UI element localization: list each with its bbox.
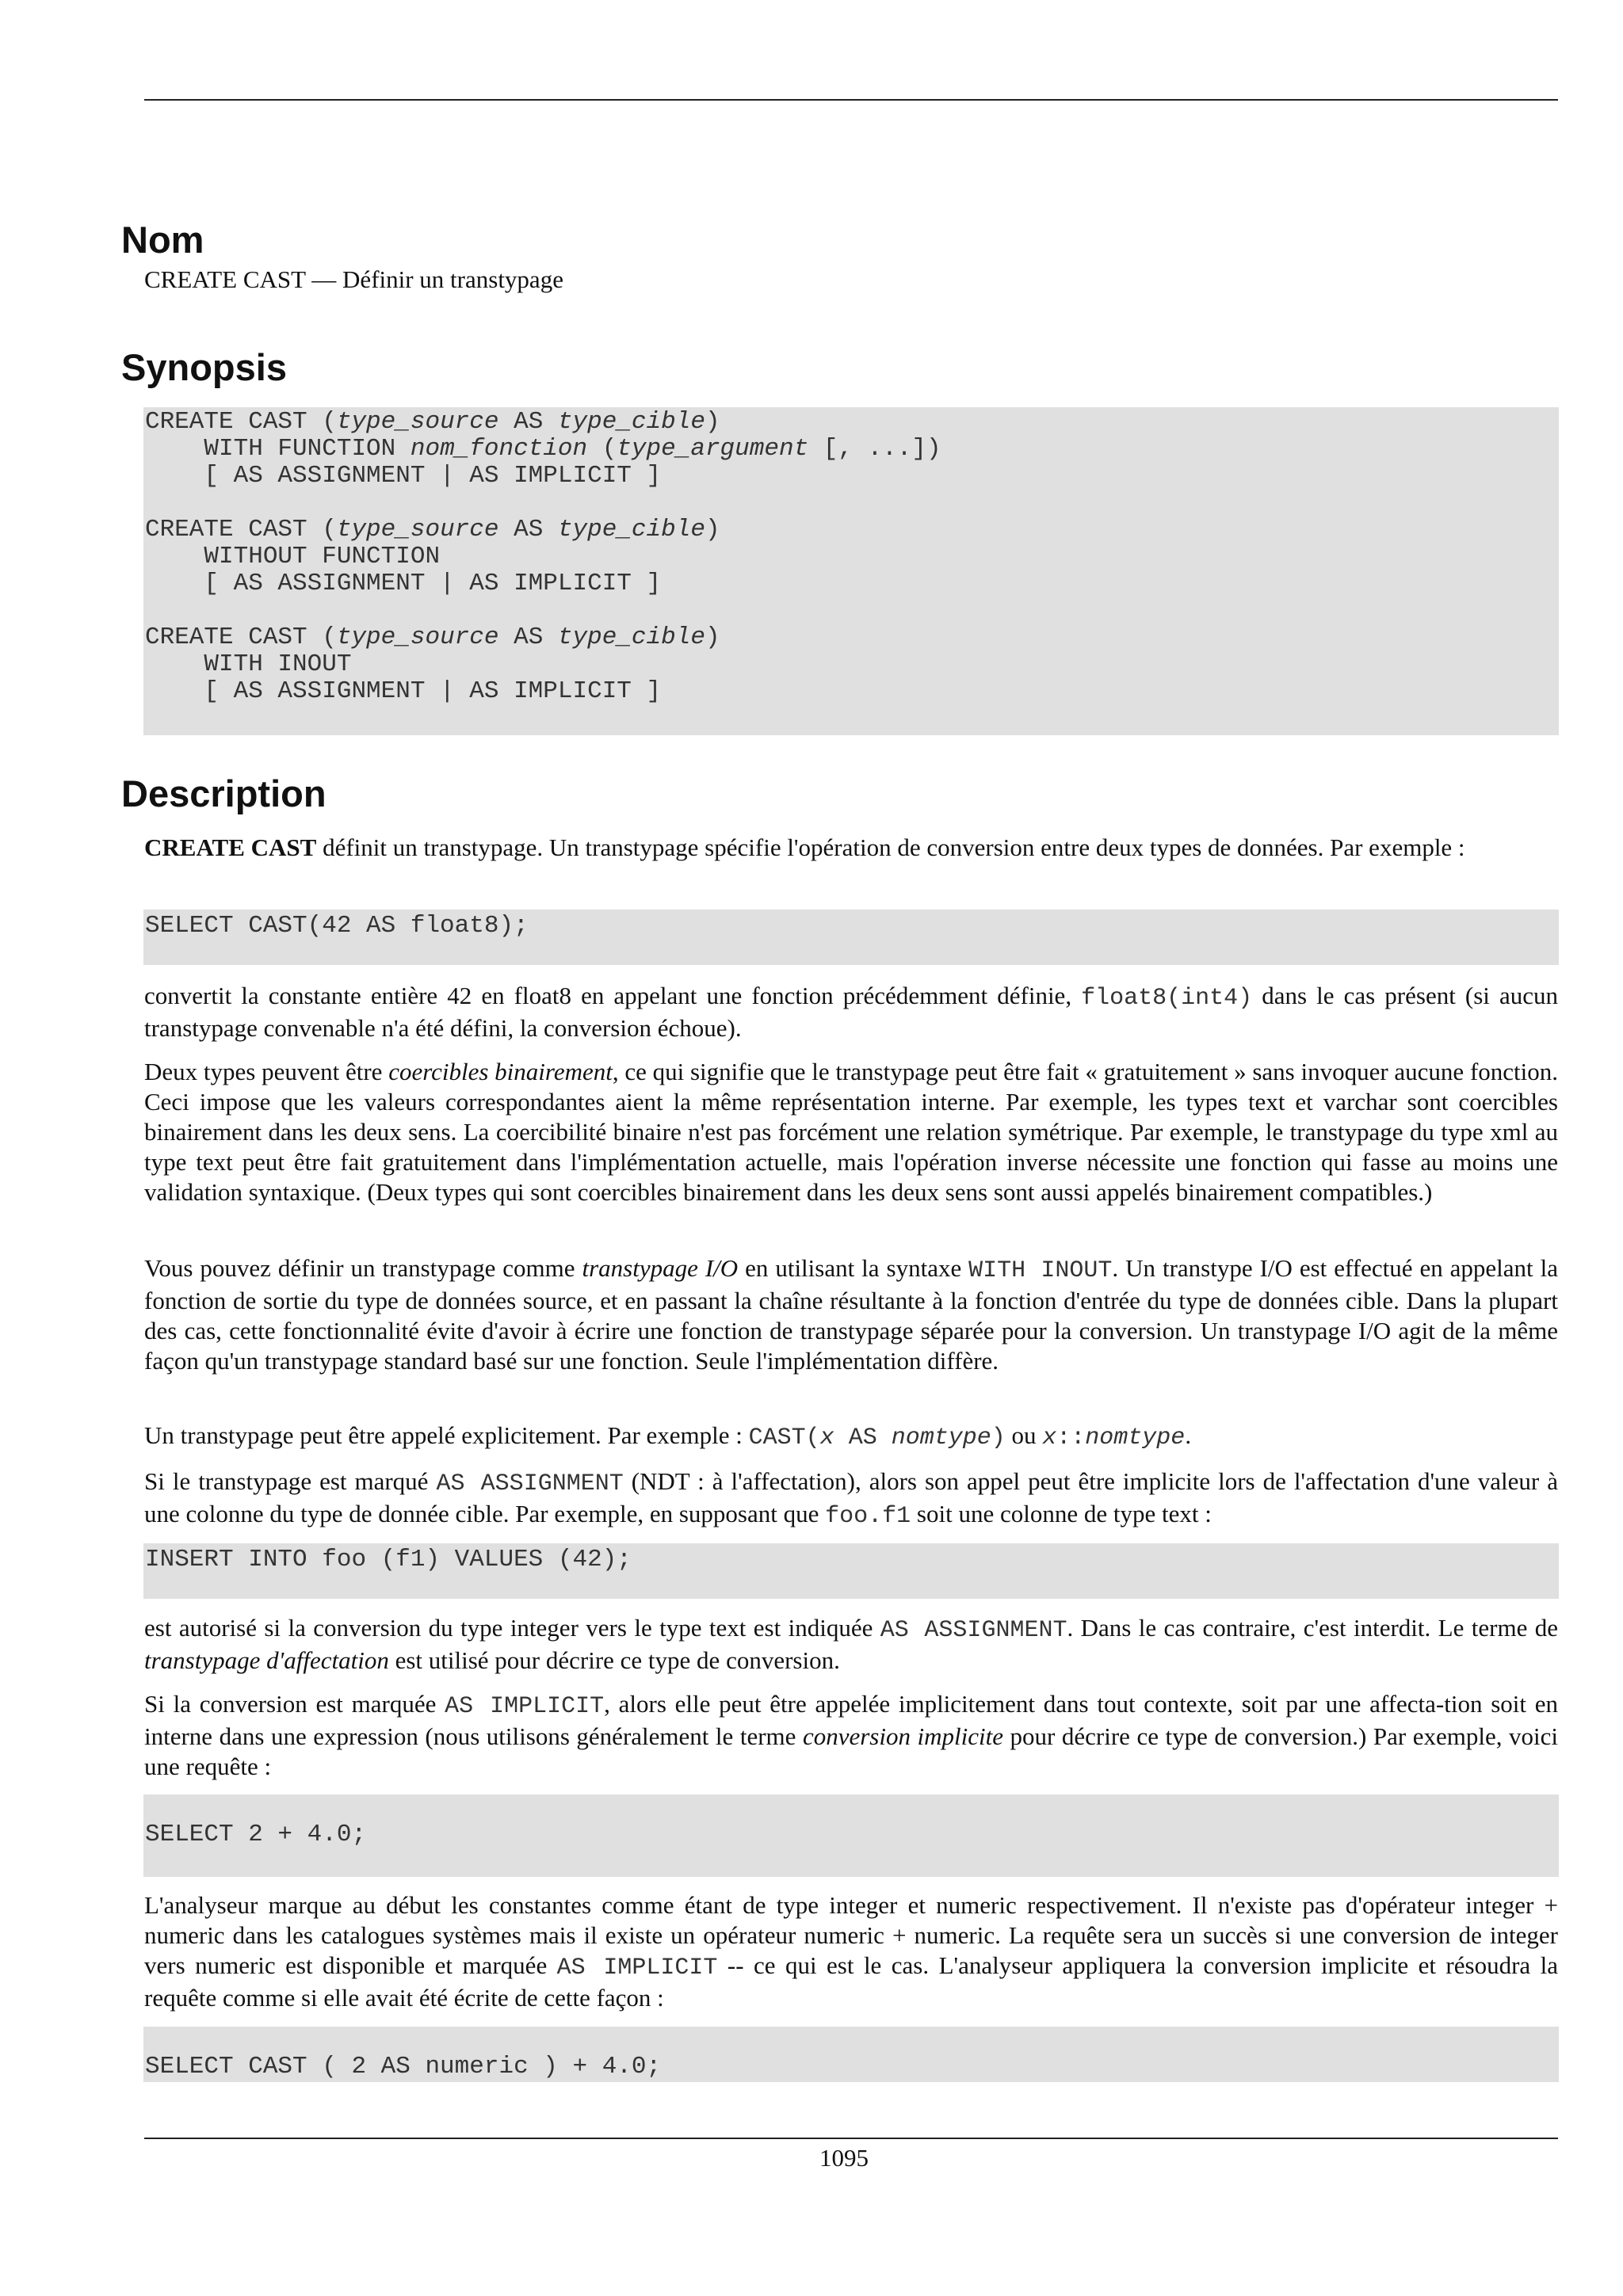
description-paragraph-2: convertit la constante entière 42 en float8 en appelant une fonction précédemment définie, float8(int4) dans le cas présent (si aucun transtypage convenable n'a été défini, la conversion échoue). (144, 982, 1558, 1042)
code-example-select-sum: SELECT 2 + 4.0; (143, 1794, 1559, 1877)
nom-text: CREATE CAST — Définir un transtypage (144, 265, 563, 293)
section-heading-nom: Nom (121, 219, 204, 261)
create-cast-term: CREATE CAST (144, 833, 317, 861)
description-paragraph-6: Si le transtypage est marqué AS ASSIGNMENT (NDT : à l'affectation), alors son appel peut être implicite lors de l'affectation d'une valeur à une colonne du type de donnée cible. Par exemple, en supposant que foo.f1 soit une colonne de type text : (144, 1467, 1558, 1530)
description-paragraph-1 (144, 833, 1558, 863)
synopsis-line: WITH FUNCTION nom_fonction (type_argument [, ...]) (145, 435, 941, 463)
synopsis-line: WITH INOUT (145, 650, 352, 678)
description-paragraph-4: Vous pouvez définir un transtypage comme transtypage I/O en utilisant la syntaxe WITH INOUT. Un transtype I/O est effectué en appelant la fonction de sortie du type de données source, et en passant la chaîne résultante à la fonction d'entrée du type de données cible. Dans la plupart des cas, cette fonctionnalité évite d'avoir à écrire une fonction de transtypage séparée pour la conversion. Un transtypage I/O agit de la même façon qu'un transtypage standard basé sur une fonction. Seule l'implémentation diffère. (144, 1254, 1558, 1375)
synopsis-line: [ AS ASSIGNMENT | AS IMPLICIT ] (145, 570, 662, 597)
term-io-cast: transtypage I/O (582, 1254, 739, 1282)
synopsis-line: [ AS ASSIGNMENT | AS IMPLICIT ] (145, 677, 662, 705)
inline-code-foo-f1: foo.f1 (825, 1503, 911, 1530)
synopsis-line: CREATE CAST (type_source AS type_cible) (145, 624, 720, 651)
code-example-cast-float8: SELECT CAST(42 AS float8); (143, 910, 1559, 965)
synopsis-line: CREATE CAST (type_source AS type_cible) (145, 516, 720, 543)
term-coercibles: coercibles binairement (388, 1058, 613, 1085)
inline-code-double-colon: x::nomtype (1042, 1425, 1186, 1451)
term-implicit-conversion: conversion implicite (802, 1722, 1003, 1750)
section-heading-synopsis: Synopsis (121, 346, 287, 388)
section-heading-description: Description (121, 772, 327, 814)
inline-code-as-implicit: AS IMPLICIT (445, 1693, 605, 1720)
inline-code-as-assignment-2: AS ASSIGNMENT (880, 1617, 1067, 1644)
page-number: 1095 (819, 2144, 869, 2172)
p1-text: définit un transtypage. Un transtypage spécifie l'opération de conversion entre deux types de données. Par exemple : (316, 833, 1465, 861)
inline-code-with-inout: WITH INOUT (968, 1257, 1113, 1284)
term-assignment-cast: transtypage d'affectation (144, 1646, 389, 1674)
description-paragraph-9: L'analyseur marque au début les constantes comme étant de type integer et numeric respectivement. Il n'existe pas d'opérateur integer + numeric dans les catalogues systèmes mais il existe un opérateur numeric + numeric. La requête sera un succès si une conversion de integer vers numeric est disponible et marquée AS IMPLICIT -- ce qui est le cas. L'analyseur appliquera la conversion implicite et résoudra la requête comme si elle avait été écrite de cette façon : (144, 1891, 1558, 2012)
code-example-insert: INSERT INTO foo (f1) VALUES (42); (143, 1543, 1559, 1599)
description-paragraph-3: Deux types peuvent être coercibles binairement, ce qui signifie que le transtypage peut être fait « gratuitement » sans invoquer aucune fonction. Ceci impose que les valeurs correspondantes aient la même représentation interne. Par exemple, les types text et varchar sont coercibles binairement dans les deux sens. La coercibilité binaire n'est pas forcément une relation symétrique. Par exemple, le transtypage du type xml au type text peut être fait gratuitement dans l'implémentation actuelle, mais l'opération inverse nécessite une fonction qui fasse au moins une validation syntaxique. (Deux types qui sont coercibles binairement dans les deux sens sont aussi appelés binairement compatibles.) (144, 1058, 1558, 1206)
synopsis-line: WITHOUT FUNCTION (145, 543, 441, 570)
footer-rule (144, 2138, 1558, 2139)
synopsis-line (145, 490, 1559, 517)
inline-code-cast-explicit: CAST(x AS nomtype) (748, 1425, 1006, 1451)
inline-code-as-assignment: AS ASSIGNMENT (436, 1470, 624, 1497)
synopsis-line (145, 597, 1559, 624)
synopsis-line: [ AS ASSIGNMENT | AS IMPLICIT ] (145, 462, 662, 490)
description-paragraph-5: Un transtypage peut être appelé explicitement. Par exemple : CAST(x AS nomtype) ou x::nomtype. (144, 1421, 1192, 1451)
code-example-select-cast-numeric: SELECT CAST ( 2 AS numeric ) + 4.0; (143, 2027, 1559, 2082)
header-rule (144, 99, 1558, 101)
inline-code-float8-int4: float8(int4) (1081, 985, 1253, 1012)
synopsis-code-block (143, 407, 1559, 735)
description-paragraph-7: est autorisé si la conversion du type integer vers le type text est indiquée AS ASSIGNMENT. Dans le cas contraire, c'est interdit. Le terme de transtypage d'affectation est utilisé pour décrire ce type de conversion. (144, 1614, 1558, 1674)
inline-code-as-implicit-2: AS IMPLICIT (556, 1955, 718, 1981)
description-paragraph-8: Si la conversion est marquée AS IMPLICIT, alors elle peut être appelée implicitement dans tout contexte, soit par une affecta-tion soit en interne dans une expression (nous utilisons généralement le terme conversion implicite pour décrire ce type de conversion.) Par exemple, voici une requête : (144, 1690, 1558, 1780)
synopsis-line: CREATE CAST (type_source AS type_cible) (145, 408, 720, 436)
